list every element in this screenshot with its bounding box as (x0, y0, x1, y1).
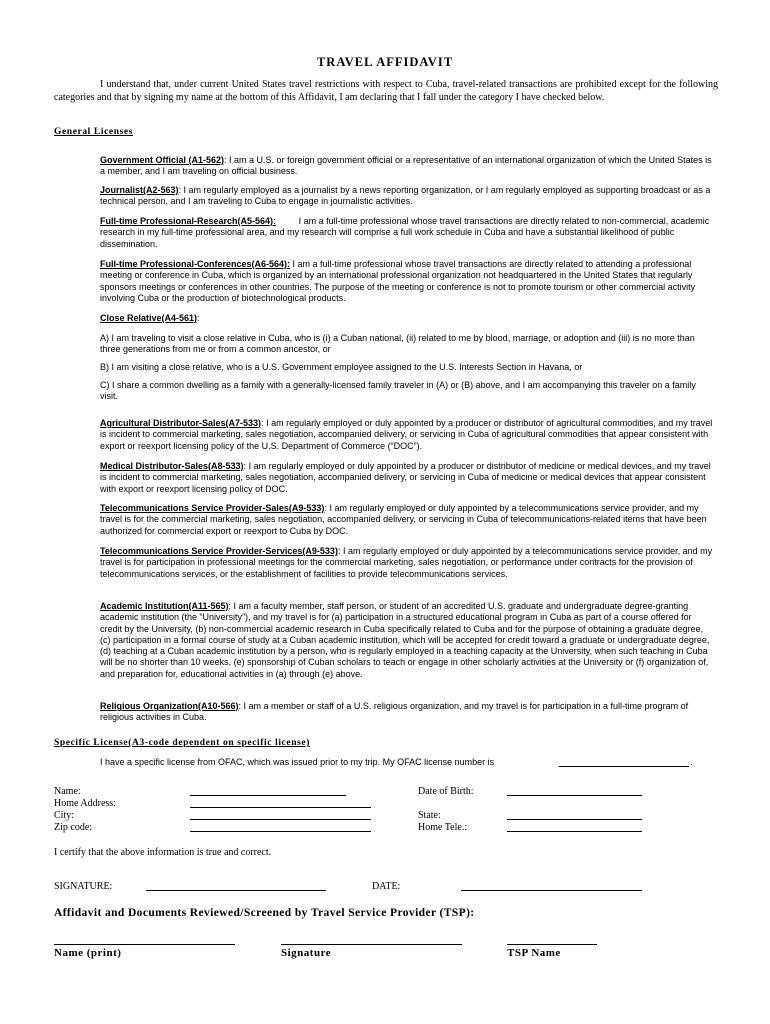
category-text: I am a U.S. or foreign government official or a representative of an international organization of which the United States is a member, and I am traveling on official business. (100, 155, 712, 177)
tsp-signature-label: Signature (281, 947, 332, 959)
category-text: I am a full-time professional whose travel transactions are directly related to non-commercial, academic research in my full-time professional area, and my research will comprise a full work schedule in Cuba and have a substantial likelihood of public dissemination. (100, 216, 712, 249)
tsp-name-label: TSP Name (507, 947, 561, 959)
category-label: Religious Organization(A10-566) (100, 701, 239, 711)
category-sep: : (197, 313, 200, 323)
category-label: Medical Distributor-Sales(A8-533) (100, 461, 244, 471)
date-label: DATE: (372, 881, 401, 892)
category-label: Telecommunications Service Provider-Sales(A9-533) (100, 503, 325, 513)
certify-statement: I certify that the above information is true and correct. (54, 847, 272, 858)
category-text: I am regularly employed or duly appointed by a producer or distributor of agricultural commodities, and my travel is incident to commercial marketing, sales negotiation, accompanied delivery, or servicing in Cuba of agricultural commodities that appear consistent with export or reexport licensing policy of the U.S. Department of Commerce (“DOC”). (100, 418, 713, 451)
category-text: I am regularly employed or duly appointed by a producer or distributor of medicine or medical devices, and my travel is incident to commercial marketing, sales negotiation, accompanied delivery, or servicing in Cuba of medicine or medical devices that appear consistent with export or reexport licensing policy of DOC. (100, 461, 711, 494)
state-label: State: (418, 810, 441, 821)
category-sep: : (224, 155, 227, 165)
tsp-name-print-field[interactable] (54, 944, 235, 945)
category-sep: : (337, 546, 341, 556)
category-government-official[interactable] (100, 155, 716, 178)
name-field[interactable] (190, 795, 346, 796)
intro-paragraph (54, 79, 718, 104)
signature-field[interactable] (146, 890, 326, 891)
zip-code-label: Zip code: (54, 822, 93, 833)
category-text: I am regularly employed as a journalist by a news reporting organization, or I am regularly employed as supporting broadcast or as a technical person, and I am traveling to Cuba to engage in journalistic activities. (100, 185, 711, 207)
category-label: Telecommunications Service Provider-Services(A9-533) (100, 546, 338, 556)
category-sep: : (261, 418, 264, 428)
specific-license-text: I have a specific license from OFAC, which was issued prior to my trip. My OFAC license number is (100, 757, 495, 767)
category-academic-institution[interactable] (100, 601, 716, 680)
category-label: Government Official (A1-562) (100, 155, 225, 165)
category-telecom-services[interactable] (100, 546, 716, 580)
category-text: I am a member or staff of a U.S. religious organization, and my travel is for participation in a full-time program of religious activities in Cuba. (100, 701, 689, 723)
date-field[interactable] (461, 890, 642, 891)
general-licenses-heading: General Licenses (54, 127, 133, 137)
category-text: I am a faculty member, staff person, or student of an accredited U.S. graduate and undergraduate degree-granting academic institution (the “University”), and my travel is for (a) participation in a structured educational program in Cuba as part of a course offered for credit by the University, (b) non-commercial academic research in Cuba specifically related to Cuba and for the purpose of obtaining a graduate degree, (c) participation in a formal course of study at a Cuban academic institution, which will be accepted for credit toward a graduate or undergraduate degree, (d) teaching at a Cuban academic institution by a person, who is regularly employed in a teaching capacity at the University, when such teaching in Cuba will be no shorter than 10 weeks, (e) sponsorship of Cuban scholars to teach or engage in other scholarly activities at the University or (f) organization of, and preparation for, educational activities in (a) through (e) above. (100, 601, 710, 679)
relative-option-a[interactable]: A) I am traveling to visit a close relative in Cuba, who is (i) a Cuban national, (ii) related to me by blood, marriage, or adoption and (iii) is no more than three generations from me or from a common ancestor, or (100, 333, 695, 355)
category-agricultural-distributor[interactable] (100, 418, 716, 452)
name-label: Name: (54, 786, 81, 797)
tsp-signature-field[interactable] (281, 944, 462, 945)
category-text: I am regularly employed or duly appointed by a telecommunications service provider, and my travel is for participation in professional meetings for the commercial marketing, sales negotiation, or performance under contracts for the provision of telecommunications services, or the establishment of facilities to provide telecommunications services. (100, 546, 713, 579)
page-title: TRAVEL AFFIDAVIT (316, 55, 454, 69)
category-label: Full-time Professional-Research(A5-564): (100, 216, 277, 226)
category-sep: : (238, 701, 242, 711)
category-label: Academic Institution(A11-565) (100, 601, 229, 611)
category-sep: : (178, 185, 182, 195)
home-tele-field[interactable] (507, 831, 642, 832)
specific-license-end: . (690, 757, 693, 767)
category-text: I am a full-time professional whose travel transactions are directly related to attending a professional meeting or conference in Cuba, which is organized by an international professional organization not headquartered in the United States that regularly sponsors meetings or conferences in other countries. The purpose of the meeting or conference is not to promote tourism or other commercial activity involving Cuba or the production of biotechnological products. (100, 259, 696, 303)
category-close-relative[interactable] (100, 313, 716, 324)
date-of-birth-field[interactable] (507, 795, 642, 796)
city-field[interactable] (190, 819, 371, 820)
zip-code-field[interactable] (190, 831, 371, 832)
category-sep: : (228, 601, 232, 611)
ofac-license-number-field[interactable] (559, 766, 689, 767)
category-journalist[interactable] (100, 185, 716, 208)
category-label: Journalist(A2-563) (100, 185, 179, 195)
category-religious-organization[interactable] (100, 701, 716, 724)
specific-license-heading: Specific License(A3-code dependent on specific license) (54, 738, 310, 748)
category-professional-conferences[interactable] (100, 259, 716, 304)
relative-option-b[interactable]: B) I am visiting a close relative, who is a U.S. Government employee assigned to the U.S. Interests Section in Havana, or (100, 362, 583, 372)
category-sep: : (324, 503, 327, 513)
intro-text: I understand that, under current United States travel restrictions with respect to Cuba, travel-related transactions are prohibited except for the following categories and that by signing my name at the bottom of this Affidavit, I am declaring that I fall under the category I have checked below. (54, 79, 718, 103)
home-address-field[interactable] (190, 807, 371, 808)
category-telecom-sales[interactable] (100, 503, 716, 537)
state-field[interactable] (507, 819, 642, 820)
relative-option-c[interactable]: C) I share a common dwelling as a family with a generally-licensed family traveler in (A) or (B) above, and I am accompanying this traveler on a family visit. (100, 380, 696, 402)
category-sep: : (243, 461, 247, 471)
city-label: City: (54, 810, 75, 821)
date-of-birth-label: Date of Birth: (418, 786, 474, 797)
name-print-label: Name (print) (54, 947, 122, 959)
home-tele-label: Home Tele.: (418, 822, 468, 833)
signature-label: SIGNATURE: (54, 881, 113, 892)
category-medical-distributor[interactable] (100, 461, 716, 495)
category-text: I am regularly employed or duly appointed by a telecommunications service provider, and my travel is for the commercial marketing, sales negotiation, accompanied delivery, or servicing in Cuba of telecommunications-related items that have been authorized for commercial export or reexport to Cuba by DOC. (100, 503, 707, 536)
category-label: Full-time Professional-Conferences(A6-564): (100, 259, 291, 269)
tsp-review-title: Affidavit and Documents Reviewed/Screened by Travel Service Provider (TSP): (54, 907, 475, 919)
category-label: Close Relative(A4-561) (100, 313, 198, 323)
home-address-label: Home Address: (54, 798, 116, 809)
category-professional-research[interactable] (100, 216, 716, 250)
tsp-name-field[interactable] (507, 944, 597, 945)
category-label: Agricultural Distributor-Sales(A7-533) (100, 418, 262, 428)
